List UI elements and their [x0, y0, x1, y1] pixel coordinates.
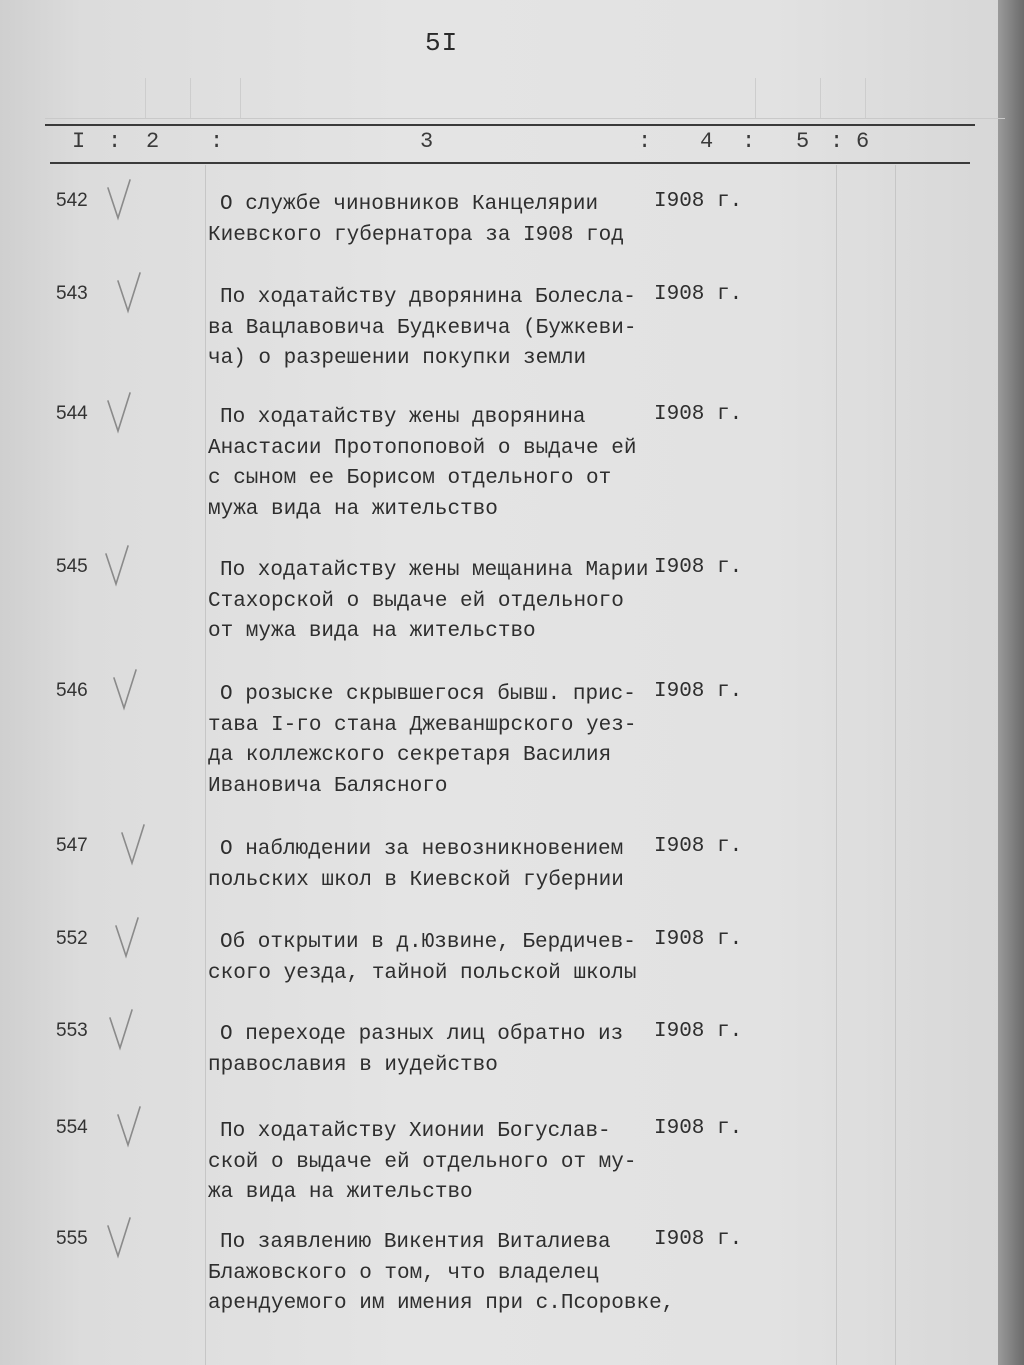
- entry-title: [208, 928, 648, 989]
- entry-date: I908 г.: [654, 1228, 743, 1251]
- faint-divider: [755, 78, 756, 118]
- entry-title-line: да коллежского секретаря Василия: [208, 744, 612, 767]
- entry-title-line: от мужа вида на жительство: [208, 620, 536, 643]
- page-number: 5I: [425, 28, 459, 58]
- checkmark-icon: [104, 178, 134, 224]
- entry-title-line: с сыном ее Борисом отдельного от: [208, 467, 612, 490]
- entry-title-line: тава I-го стана Джеваншрского уез-: [208, 713, 637, 737]
- col-3-label: 3: [420, 129, 434, 154]
- faint-divider: [145, 78, 146, 118]
- entry-number: 544: [56, 403, 88, 424]
- entry-title-line: По ходатайству Хионии Богуслав-: [220, 1120, 611, 1143]
- entry-date: I908 г.: [654, 1117, 743, 1140]
- entry-title-line: арендуемого им имения при с.Псоровке,: [208, 1292, 675, 1315]
- entry-title: [208, 1020, 648, 1081]
- entry-date: I908 г.: [654, 928, 743, 951]
- entry-title-line: польских школ в Киевской губернии: [208, 868, 624, 892]
- entry-number: 554: [56, 1117, 88, 1138]
- entry-date: I908 г.: [654, 283, 743, 306]
- entry-title: [208, 283, 648, 375]
- col-5-label: 5: [796, 129, 810, 154]
- checkmark-icon: [114, 271, 144, 317]
- col-1-label: I: [72, 129, 86, 154]
- checkmark-icon: [102, 544, 132, 590]
- page-edge: [998, 0, 1024, 1365]
- entry-title-line: Блажовского о том, что владелец: [208, 1261, 599, 1285]
- checkmark-icon: [106, 1008, 136, 1054]
- checkmark-icon: [110, 668, 140, 714]
- faint-divider: [820, 78, 821, 118]
- entry-title-line: жа вида на жительство: [208, 1181, 473, 1204]
- entry-number: 547: [56, 835, 88, 856]
- col-sep: :: [742, 129, 756, 154]
- entry-date: I908 г.: [654, 835, 743, 858]
- checkmark-icon: [104, 1216, 134, 1262]
- entry-title-line: По ходатайству жены дворянина: [220, 406, 586, 429]
- entry-number: 555: [56, 1228, 88, 1249]
- faint-column-line: [836, 165, 837, 1365]
- entry-date: I908 г.: [654, 680, 743, 703]
- faint-column-line: [895, 165, 896, 1365]
- entry-title-line: Киевского губернатора за I908 год: [208, 223, 624, 247]
- entry-number: 552: [56, 928, 88, 949]
- entry-number: 553: [56, 1020, 88, 1041]
- entry-title-line: мужа вида на жительство: [208, 497, 498, 521]
- entry-title: [208, 1117, 648, 1209]
- entry-number: 542: [56, 190, 88, 211]
- entry-title-line: О розыске скрывшегося бывш. прис-: [220, 683, 636, 706]
- entry-title-line: Ивановича Балясного: [208, 774, 448, 798]
- col-4-label: 4: [700, 129, 714, 154]
- checkmark-icon: [112, 916, 142, 962]
- entry-title-line: Об открытии в д.Юзвине, Бердичев-: [220, 931, 636, 954]
- header-rule-bottom: [50, 162, 970, 164]
- entry-title-line: ча) о разрешении покупки земли: [208, 347, 587, 370]
- col-sep: :: [638, 129, 652, 154]
- faint-divider: [190, 78, 191, 118]
- entry-date: I908 г.: [654, 1020, 743, 1043]
- entry-title-line: О наблюдении за невозникновением: [220, 838, 624, 861]
- entry-title-line: ва Вацлавовича Будкевича (Бужкеви-: [208, 316, 637, 340]
- col-sep: :: [210, 129, 224, 154]
- entry-title: [208, 556, 648, 648]
- entry-title-line: Анастасии Протопоповой о выдаче ей: [208, 436, 637, 460]
- faint-table-header: [45, 78, 1005, 119]
- entry-title-line: ского уезда, тайной польской школы: [208, 961, 637, 985]
- entry-number: 546: [56, 680, 88, 701]
- entry-title: [208, 680, 648, 802]
- entry-title-line: По ходатайству дворянина Болесла-: [220, 286, 636, 309]
- checkmark-icon: [118, 823, 148, 869]
- entry-title-line: О службе чиновников Канцелярии: [220, 193, 599, 216]
- entry-date: I908 г.: [654, 403, 743, 426]
- entry-title: [208, 190, 648, 251]
- entry-number: 545: [56, 556, 88, 577]
- entry-title: [208, 1228, 675, 1320]
- entry-title-line: О переходе разных лиц обратно из: [220, 1023, 624, 1046]
- entry-title-line: православия в иудейство: [208, 1053, 498, 1077]
- checkmark-icon: [104, 391, 134, 437]
- entry-date: I908 г.: [654, 556, 743, 579]
- entry-title-line: По ходатайству жены мещанина Марии: [220, 559, 649, 582]
- entry-title-line: Стахорской о выдаче ей отдельного: [208, 589, 624, 613]
- faint-divider: [865, 78, 866, 118]
- faint-column-line: [205, 165, 206, 1365]
- column-header-row: [60, 125, 960, 161]
- entry-title-line: ской о выдаче ей отдельного от му-: [208, 1150, 637, 1174]
- faint-divider: [240, 78, 241, 118]
- col-sep: :: [830, 129, 844, 154]
- entry-date: I908 г.: [654, 190, 743, 213]
- entry-title: [208, 403, 648, 525]
- col-6-label: 6: [856, 129, 870, 154]
- entry-title: [208, 835, 648, 896]
- checkmark-icon: [114, 1105, 144, 1151]
- entry-title-line: По заявлению Викентия Виталиева: [220, 1231, 611, 1254]
- col-2-label: 2: [146, 129, 160, 154]
- col-sep: :: [108, 129, 122, 154]
- entry-number: 543: [56, 283, 88, 304]
